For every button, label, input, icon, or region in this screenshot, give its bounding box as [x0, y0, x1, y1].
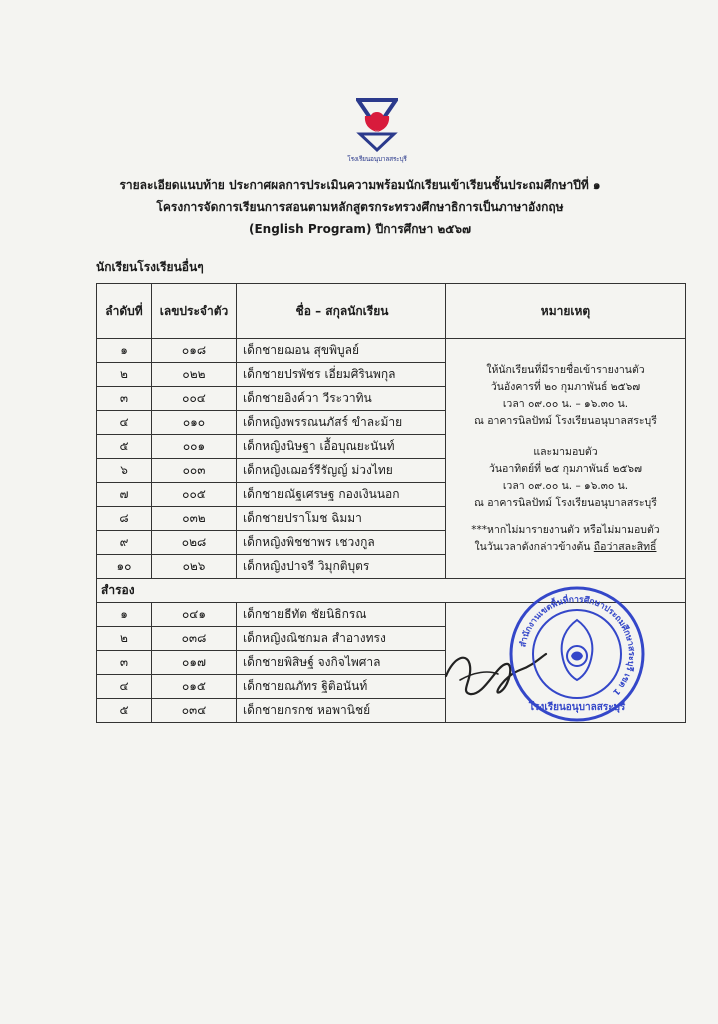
note-line: เวลา ๐๙.๐๐ น. – ๑๖.๓๐ น. [502, 479, 629, 492]
reserve-row-name: เด็กชายพิสิษฐ์ จงกิจไพศาล [237, 651, 446, 675]
heading-line-1: รายละเอียดแนบท้าย ประกาศผลการประเมินความพร้อมนักเรียนเข้าเรียนชั้นประถมศึกษาปีที่ ๑ [119, 178, 601, 192]
row-no: ๑๐ [97, 555, 152, 579]
row-id: ๐๑๐ [152, 411, 237, 435]
reserve-row-no: ๔ [97, 675, 152, 699]
row-name: เด็กหญิงปาจรี วิมุกติบุตร [237, 555, 446, 579]
table-row [97, 339, 686, 363]
row-id: ๐๒๒ [152, 363, 237, 387]
reserve-row-no: ๕ [97, 699, 152, 723]
note-forfeit: ถือว่าสละสิทธิ์ [593, 540, 657, 553]
row-name: เด็กชายปรพัชร เอี่ยมศิรินพกุล [237, 363, 446, 387]
row-name: เด็กชายฌอน สุขพิบูลย์ [237, 339, 446, 363]
svg-text:สำนักงานเขตพื้นที่การศึกษาประถ [517, 593, 636, 697]
row-no: ๑ [97, 339, 152, 363]
reserve-row-id: ๐๓๘ [152, 627, 237, 651]
note-line: ณ อาคารนิลปัทม์ โรงเรียนอนุบาลสระบุรี [474, 414, 657, 427]
reserve-row-name: เด็กหญิงณิชกมล สำอางทรง [237, 627, 446, 651]
row-no: ๒ [97, 363, 152, 387]
reserve-row-no: ๓ [97, 651, 152, 675]
reserve-row-name: เด็กชายกรกช หอพานิชย์ [237, 699, 446, 723]
row-name: เด็กหญิงนิษฐา เอื้อบุณยะนันท์ [237, 435, 446, 459]
school-logo [356, 98, 398, 156]
reserve-label: สำรอง [97, 579, 686, 603]
row-name: เด็กชายปราโมช ฉิมมา [237, 507, 446, 531]
note-line: และมามอบตัว [533, 445, 598, 458]
row-id: ๐๐๓ [152, 459, 237, 483]
row-id: ๐๐๑ [152, 435, 237, 459]
header-name: ชื่อ – สกุลนักเรียน [237, 284, 446, 339]
reserve-row-id: ๐๑๗ [152, 651, 237, 675]
row-id: ๐๐๔ [152, 387, 237, 411]
row-name: เด็กหญิงพรรณนภัสร์ ขำละม้าย [237, 411, 446, 435]
note-cell [446, 339, 686, 579]
reserve-row-name: เด็กชายณภัทร ฐิติอนันท์ [237, 675, 446, 699]
note-line: ***หากไม่มารายงานตัว หรือไม่มามอบตัว [471, 523, 660, 536]
row-name: เด็กหญิงเฌอร์รีรัญญ์ ม่วงไทย [237, 459, 446, 483]
row-no: ๗ [97, 483, 152, 507]
note-line: เวลา ๐๙.๐๐ น. – ๑๖.๓๐ น. [502, 397, 629, 410]
row-no: ๙ [97, 531, 152, 555]
stamp-bottom-text: โรงเรียนอนุบาลสระบุรี [528, 702, 626, 713]
note-line: ให้นักเรียนที่มีรายชื่อเข้ารายงานตัว [486, 363, 645, 376]
reserve-row-id: ๐๔๑ [152, 603, 237, 627]
section-label: นักเรียนโรงเรียนอื่นๆ [96, 260, 204, 274]
heading-line-3: (English Program) ปีการศึกษา ๒๕๖๗ [248, 222, 472, 236]
row-no: ๘ [97, 507, 152, 531]
row-no: ๕ [97, 435, 152, 459]
header-id: เลขประจำตัว [152, 284, 237, 339]
note-text: ในวันเวลาดังกล่าวข้างต้น [474, 540, 594, 553]
note-line: วันอังคารที่ ๒๐ กุมภาพันธ์ ๒๕๖๗ [490, 380, 641, 393]
row-name: เด็กชายอิงค์วา วีระวาทิน [237, 387, 446, 411]
row-id: ๐๑๘ [152, 339, 237, 363]
row-no: ๖ [97, 459, 152, 483]
stamp-ring-text: สำนักงานเขตพื้นที่การศึกษาประถมศึกษาสระบุรี เขต 1 [518, 594, 637, 697]
row-no: ๓ [97, 387, 152, 411]
logo-caption: โรงเรียนอนุบาลสระบุรี [347, 155, 407, 163]
row-id: ๐๓๒ [152, 507, 237, 531]
note-line: ณ อาคารนิลปัทม์ โรงเรียนอนุบาลสระบุรี [474, 496, 657, 509]
note-line: วันอาทิตย์ที่ ๒๕ กุมภาพันธ์ ๒๕๖๗ [488, 462, 642, 475]
header-no: ลำดับที่ [97, 284, 152, 339]
row-name: เด็กชายณัฐเศรษฐ กองเงินนอก [237, 483, 446, 507]
header-note: หมายเหตุ [446, 284, 686, 339]
row-id: ๐๒๖ [152, 555, 237, 579]
reserve-row-name: เด็กชายธีทัต ชัยนิธิกรณ [237, 603, 446, 627]
reserve-row-id: ๐๓๔ [152, 699, 237, 723]
row-id: ๐๐๕ [152, 483, 237, 507]
reserve-row-no: ๑ [97, 603, 152, 627]
row-no: ๔ [97, 411, 152, 435]
table-header-row [97, 284, 686, 339]
note-line [452, 539, 679, 556]
row-id: ๐๒๘ [152, 531, 237, 555]
reserve-row-no: ๒ [97, 627, 152, 651]
row-name: เด็กหญิงพิชชาพร เชวงกูล [237, 531, 446, 555]
reserve-row-id: ๐๑๕ [152, 675, 237, 699]
heading-line-2: โครงการจัดการเรียนการสอนตามหลักสูตรกระทรวงศึกษาธิการเป็นภาษาอังกฤษ [156, 200, 564, 214]
official-stamp [508, 584, 646, 724]
